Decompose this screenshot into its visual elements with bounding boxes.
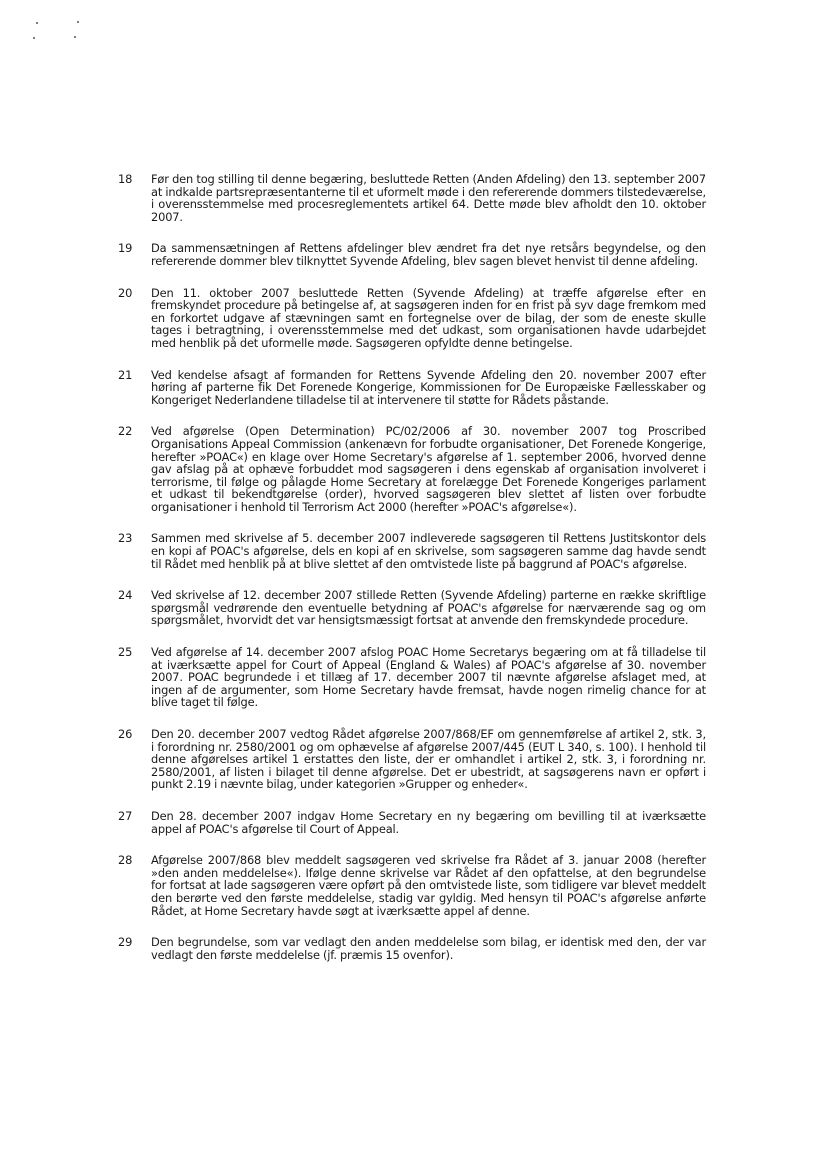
paragraph-text: Ved afgørelse (Open Determination) PC/02/2006 af 30. november 2007 tog Proscribed Organisations Appeal Commission (ankenævn for forbudte organisationer, Det Forenede Kongerige, herefter »POAC«) en klage over Home Secretary's afgørelse af 1. september 2006, hvorved denne gav afslag på at ophæve forbuddet mod sagsøgeren i dens egenskab af organisation involveret i terrorisme, til følge og pålagde Home Secretary at forelægge Det Forenede Kongeriges parlament et udkast til bekendtgørelse (order), hvorved sagsøgeren blev slettet af listen over forbudte organisationer i henhold til Terrorism Act 2000 (herefter »POAC's afgørelse«). (151, 424, 706, 514)
paragraph-number: 18 (118, 172, 133, 186)
paragraph (118, 936, 708, 961)
paragraph-text: Den 11. oktober 2007 besluttede Retten (Syvende Afdeling) at træffe afgørelse efter en fremskyndet procedure på betingelse af, at sagsøgeren inden for en frist på syv dage fremkom med en forkortet udgave af stævningen samt en fortegnelse over de bilag, der som de eneste skulle tages i betragtning, i overensstemmelse med det udkast, som organisationen havde udarbejdet med henblik på det uformelle møde. Sagsøgeren opfyldte denne betingelse. (151, 285, 706, 350)
paragraph-text: Den begrundelse, som var vedlagt den anden meddelelse som bilag, er identisk med den, der var vedlagt den første meddelelse (jf. præmis 15 ovenfor). (151, 935, 706, 962)
paragraph (118, 173, 708, 223)
scan-speck (74, 36, 76, 38)
paragraph-text: Før den tog stilling til denne begæring, besluttede Retten (Anden Afdeling) den 13. september 2007 at indkalde partsrepræsentanterne til et uformelt møde i den refererende dommers tilstedeværelse, i overensstemmelse med procesreglementets artikel 64. Dette møde blev afholdt den 10. oktober 2007. (151, 172, 706, 224)
paragraph (118, 532, 708, 570)
paragraph-number: 22 (118, 424, 133, 439)
paragraph (118, 854, 708, 917)
document-body (118, 173, 708, 961)
paragraph-number: 20 (118, 285, 133, 300)
paragraph (118, 646, 708, 709)
paragraph-text: Da sammensætningen af Rettens afdelinger blev ændret fra det nye retsårs begyndelse, og den refererende dommer blev tilknyttet Syvende Afdeling, blev sagen blevet henvist til denne afdeling. (151, 241, 706, 268)
paragraph-text: Ved kendelse afsagt af formanden for Rettens Syvende Afdeling den 20. november 2007 efter høring af parterne fik Det Forenede Kongerige, Kommissionen for De Europæiske Fællesskaber og Kongeriget Nederlandene tilladelse til at intervenere til støtte for Rådets påstande. (151, 367, 706, 407)
paragraph (118, 728, 708, 791)
paragraph-number: 27 (118, 808, 133, 823)
paragraph-number: 24 (118, 588, 133, 603)
paragraph (118, 425, 708, 513)
paragraph-number: 28 (118, 853, 133, 868)
paragraph (118, 810, 708, 835)
paragraph (118, 369, 708, 407)
paragraph-number: 25 (118, 645, 133, 660)
paragraph-text: Afgørelse 2007/868 blev meddelt sagsøgeren ved skrivelse fra Rådet af 3. januar 2008 (herefter »den anden meddelelse«). Ifølge denne skrivelse var Rådet af den opfattelse, at den begrundelse for fortsat at lade sagsøgeren være opført på den omtvistede liste, som tidligere var blevet meddelt den berørte ved den første meddelelse, stadig var gyldig. Med hensyn til POAC's afgørelse anførte Rådet, at Home Secretary havde søgt at iværksætte appel af denne. (151, 853, 706, 918)
paragraph (118, 287, 708, 350)
paragraph-text: Den 28. december 2007 indgav Home Secretary en ny begæring om bevilling til at iværksætte appel af POAC's afgørelse til Court of Appeal. (151, 808, 706, 836)
scan-speck (77, 21, 79, 23)
paragraph-text: Ved skrivelse af 12. december 2007 stillede Retten (Syvende Afdeling) parterne en række skriftlige spørgsmål vedrørende den eventuelle betydning af POAC's afgørelse for nærværende sag og om spørgsmålet, hvorvidt det var hensigtsmæssigt fortsat at anvende den fremskyndede procedure. (151, 588, 706, 628)
paragraph-text: Sammen med skrivelse af 5. december 2007 indleverede sagsøgeren til Rettens Justitskontor dels en kopi af POAC's afgørelse, dels en kopi af en skrivelse, som sagsøgeren samme dag havde sendt til Rådet med henblik på at blive slettet af den omtvistede liste på baggrund af POAC's afgørelse. (151, 531, 706, 571)
scan-speck (36, 22, 38, 24)
paragraph-number: 23 (118, 531, 133, 546)
scan-speck (33, 37, 35, 39)
paragraph-number: 26 (118, 727, 133, 741)
paragraph-number: 19 (118, 241, 133, 256)
paragraph (118, 242, 708, 267)
paragraph-text: Ved afgørelse af 14. december 2007 afslog POAC Home Secretarys begæring om at få tilladelse til at iværksætte appel for Court of Appeal (England & Wales) af POAC's afgørelse af 30. november 2007. POAC begrundede i et tillæg af 17. december 2007 til nævnte afgørelse afslaget med, at ingen af de argumenter, som Home Secretary havde fremsat, havde nogen rimelig chance for at blive taget til følge. (151, 645, 706, 710)
paragraph-number: 29 (118, 935, 133, 950)
paragraph-number: 21 (118, 367, 133, 382)
paragraph-text: Den 20. december 2007 vedtog Rådet afgørelse 2007/868/EF om gennemførelse af artikel 2, stk. 3, i forordning nr. 2580/2001 og om ophævelse af afgørelse 2007/445 (EUT L 340, s. 100). I henhold til denne afgørelses artikel 1 erstattes den liste, der er omhandlet i artikel 2, stk. 3, i forordning nr. 2580/2001, af listen i bilaget til denne afgørelse. Det er ubestridt, at sagsøgerens navn er opført i punkt 2.19 i nævnte bilag, under kategorien »Grupper og enheder«. (151, 727, 706, 792)
paragraph (118, 589, 708, 627)
